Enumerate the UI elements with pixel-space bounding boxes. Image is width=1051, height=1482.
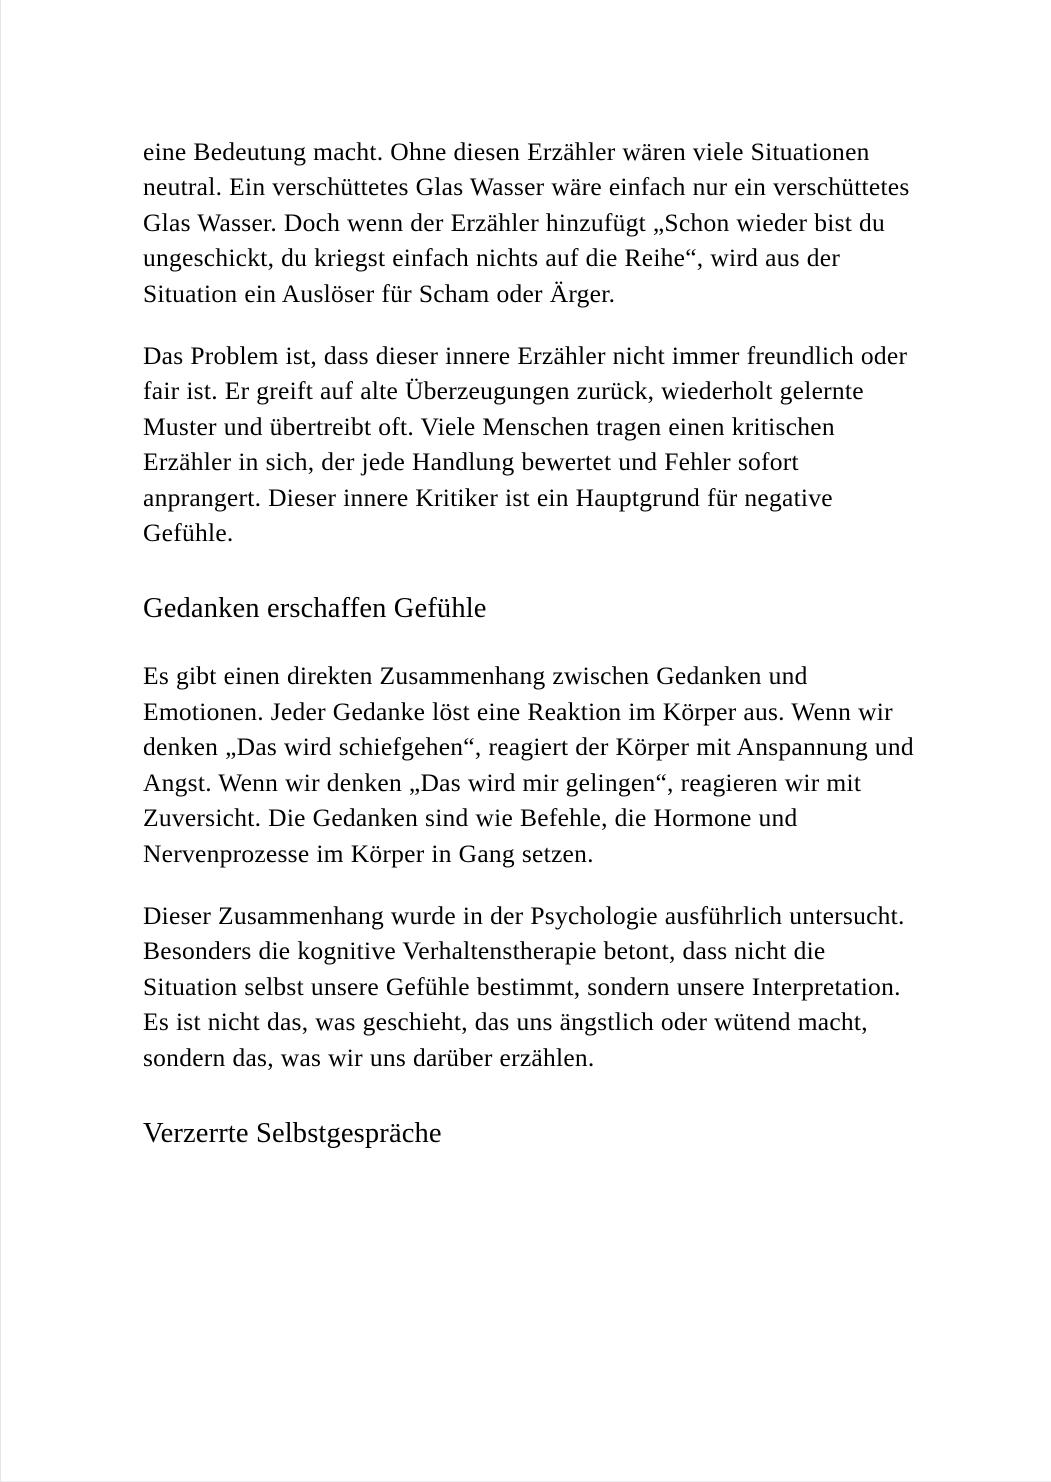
heading-verzerrte-selbstgespraeche: Verzerrte Selbstgespräche xyxy=(143,1117,442,1149)
page-bottom-whitespace xyxy=(143,1183,921,1333)
paragraph-3: Es gibt einen direkten Zusammenhang zwischen Gedanken und Emotionen. Jeder Gedanke löst eine Reaktion im Körper aus. Wenn wir denken „Das wird schiefgehen“, reagiert der Körper mit Anspannung und Angst. Wenn wir denken „Das wird mir gelingen“, reagieren wir mit Zuversicht. Die Gedanken sind wie Befehle, die Hormone und Nervenprozesse im Körper in Gang setzen. xyxy=(143,661,914,868)
paragraph-2: Das Problem ist, dass dieser innere Erzähler nicht immer freundlich oder fair ist. Er greift auf alte Überzeugungen zurück, wiederholt gelernte Muster und übertreibt oft. Viele Menschen tragen einen kritischen Erzähler in sich, der jede Handlung bewertet und Fehler sofort anprangert. Dieser innere Kritiker ist ein Hauptgrund für negative Gefühle. xyxy=(143,341,908,548)
paragraph-1: eine Bedeutung macht. Ohne diesen Erzähler wären viele Situationen neutral. Ein verschüttetes Glas Wasser wäre einfach nur ein verschüttetes Glas Wasser. Doch wenn der Erzähler hinzufügt „Schon wieder bist du ungeschickt, du kriegst einfach nichts auf die Reihe“, wird aus der Situation ein Auslöser für Scham oder Ärger. xyxy=(143,137,910,308)
paragraph-4: Dieser Zusammenhang wurde in der Psychologie ausführlich untersucht. Besonders die kognitive Verhaltenstherapie betont, dass nicht die Situation selbst unsere Gefühle bestimmt, sondern unsere Interpretation. Es ist nicht das, was geschieht, das uns ängstlich oder wütend macht, sondern das, was wir uns darüber erzählen. xyxy=(143,900,905,1072)
heading-gedanken-erschaffen-gefuehle: Gedanken erschaffen Gefühle xyxy=(143,593,487,625)
document-text-column xyxy=(143,134,921,1333)
